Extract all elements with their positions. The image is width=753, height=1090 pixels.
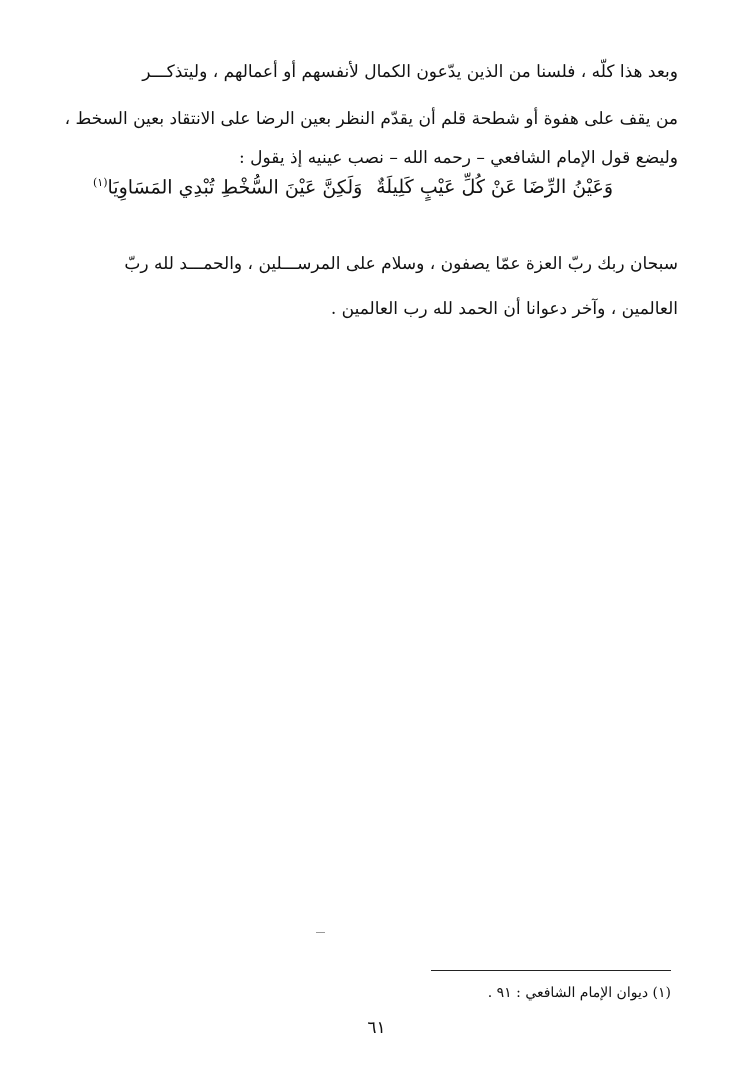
paragraph-line-2: من يقف على هفوة أو شطحة قلم أن يقدّم النظر بعين الرضا على الانتقاد بعين السخط ،	[64, 109, 678, 129]
verse-first-hemistich: وَعَيْنُ الرِّضَا عَنْ كُلِّ عَيْبٍ كَلِيلَةٌ	[376, 176, 613, 198]
paragraph-line-1: وبعد هذا كلّه ، فلسنا من الذين يدّعون الكمال لأنفسهم أو أعمالهم ، وليتذكـــر	[142, 62, 678, 82]
scan-artifact	[316, 932, 325, 933]
page-number: ٦١	[367, 1018, 386, 1038]
paragraph-line-3: وليضع قول الإمام الشافعي – رحمه الله – نصب عينيه إذ يقول :	[239, 148, 678, 168]
footnote-separator	[431, 970, 671, 971]
poetry-verse	[93, 176, 613, 212]
footnote-marker: (١)	[93, 176, 108, 189]
verse-second-hemistich: وَلَكِنَّ عَيْنَ السُّخْطِ تُبْدِي المَسَاوِيَا	[107, 176, 363, 199]
footnote-text: (١) ديوان الإمام الشافعي : ٩١ .	[487, 985, 671, 1001]
closing-line-2: العالمين ، وآخر دعوانا أن الحمد لله رب العالمين .	[330, 299, 678, 319]
closing-line-1: سبحان ربك ربّ العزة عمّا يصفون ، وسلام على المرســـلين ، والحمـــد لله ربّ	[124, 254, 678, 274]
verse-second-hemistich-wrap	[93, 176, 362, 198]
